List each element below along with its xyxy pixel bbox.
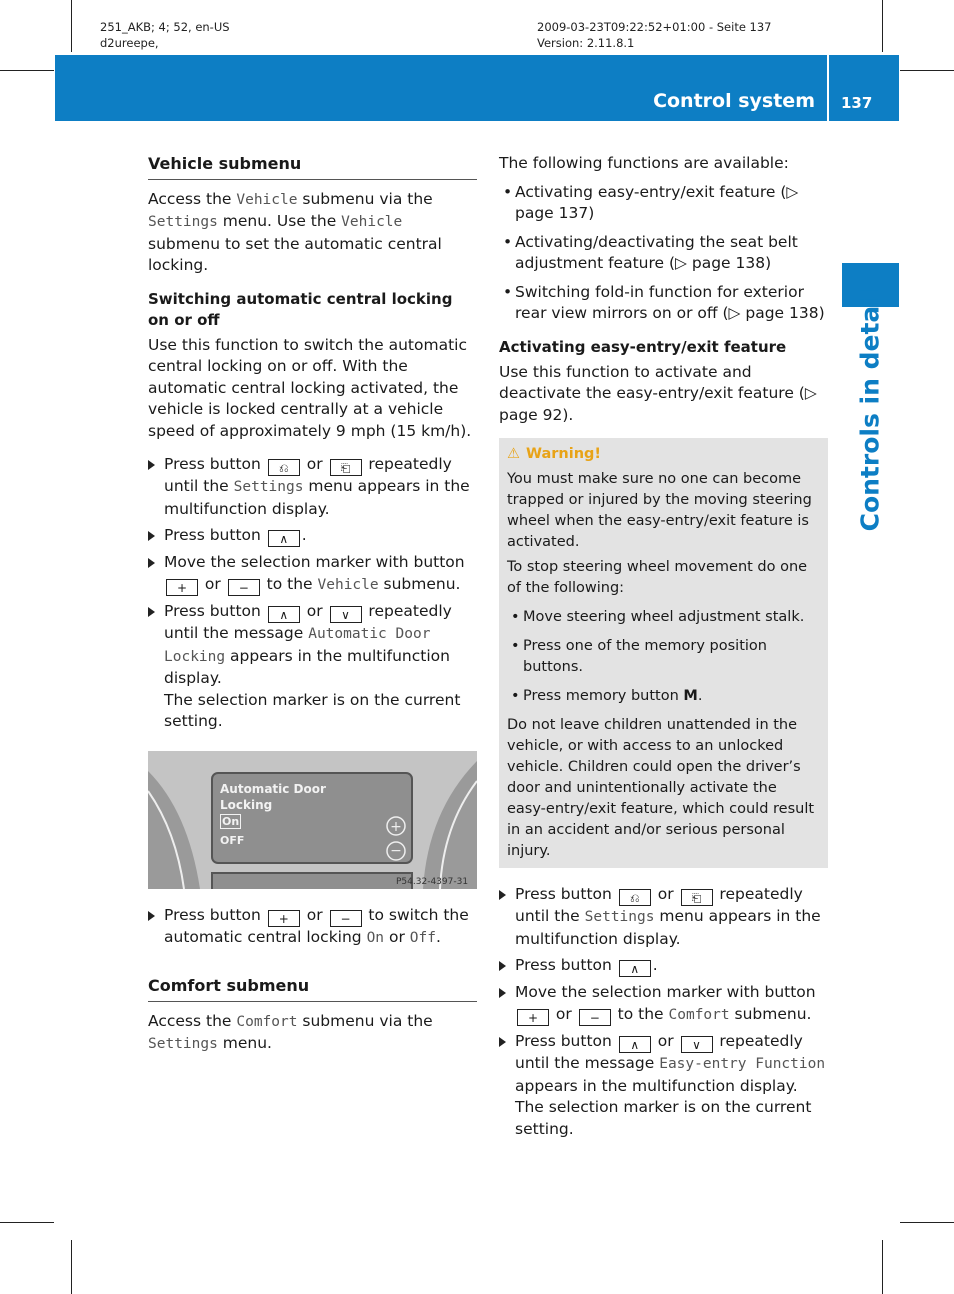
- text: Press button: [515, 1032, 617, 1050]
- header-divider: [827, 55, 829, 121]
- side-tab-label: Controls in detail: [855, 288, 885, 532]
- crop-mark: [71, 1240, 72, 1294]
- text: submenu via the: [297, 1011, 433, 1030]
- text: Press button: [164, 602, 266, 620]
- bullet-icon: •: [511, 638, 520, 654]
- print-meta-left: [100, 19, 230, 51]
- comfort-intro: [148, 1011, 477, 1056]
- step-arrow-icon: [148, 607, 155, 617]
- list-item: [499, 232, 828, 275]
- bullet-icon: •: [511, 609, 520, 625]
- list-item: [507, 607, 820, 628]
- text: Press button: [164, 905, 266, 924]
- crop-mark: [0, 70, 54, 71]
- text: Press button: [515, 885, 617, 903]
- text: menu appears in the multifunction display.: [164, 477, 470, 518]
- display-option-off: OFF: [220, 833, 245, 847]
- display-line1: Automatic Door: [220, 781, 326, 796]
- step-arrow-icon: [148, 558, 155, 568]
- minus-button-icon: −: [228, 579, 260, 596]
- text: or: [301, 905, 328, 924]
- bullet-icon: •: [503, 182, 513, 201]
- text: or: [301, 455, 328, 473]
- warning-text: You must make sure no one can become trapped or injured by the moving steering wheel when the easy-entry/exit feature is activated.: [507, 471, 812, 550]
- text: Access the: [148, 189, 237, 208]
- header-bar: [55, 55, 899, 121]
- text: repeatedly until the message: [515, 1032, 803, 1072]
- plus-button-icon: +: [166, 579, 198, 596]
- text: .: [301, 526, 307, 544]
- back-button-icon: ⎌: [268, 459, 300, 476]
- display-text: Settings: [584, 909, 655, 925]
- text: appears in the multifunction display.: [515, 1076, 798, 1095]
- meta-text: Version: 2.11.8.1: [537, 36, 635, 50]
- minus-button-icon: −: [579, 1009, 611, 1026]
- bullet-icon: •: [503, 282, 513, 301]
- text: to the: [612, 1004, 669, 1023]
- down-button-icon: ∨: [681, 1036, 713, 1053]
- step-item: [148, 454, 477, 520]
- step-arrow-icon: [499, 890, 506, 900]
- display-text: Settings: [233, 479, 304, 495]
- back-button-icon: ⎌: [619, 889, 651, 906]
- switching-text: Use this function to switch the automatic central locking on or off. With the automatic central locking activated, the vehicle is locked centrally at a vehicle speed of approximately 9 mph (15 km/h).: [148, 335, 472, 440]
- text: Move steering wheel adjustment stalk.: [523, 609, 805, 625]
- display-text: Settings: [148, 214, 218, 230]
- warning-text: To stop steering wheel movement do one of the following:: [507, 559, 808, 596]
- text: Move the selection marker with button: [164, 553, 465, 571]
- step-arrow-icon: [148, 911, 155, 921]
- vehicle-intro: [148, 189, 477, 277]
- list-item: [499, 282, 828, 325]
- plus-button-icon: +: [517, 1009, 549, 1026]
- right-column: [499, 153, 828, 1145]
- text: Activating easy-entry/exit feature (▷ page 137): [515, 182, 799, 222]
- step-item: [499, 955, 828, 977]
- text: The selection marker is on the current setting.: [515, 1098, 812, 1138]
- crop-mark: [71, 0, 72, 52]
- text: or: [551, 1004, 577, 1023]
- up-button-icon: ∧: [268, 530, 300, 547]
- display-text: Easy-entry Function: [659, 1056, 826, 1072]
- display-text: Comfort: [236, 1013, 298, 1030]
- display-text: Settings: [148, 1036, 218, 1052]
- minus-button-icon: −: [330, 910, 362, 927]
- svg-text:+: +: [390, 818, 402, 835]
- step-item: [499, 884, 828, 950]
- step-arrow-icon: [499, 961, 506, 971]
- text: or: [652, 1032, 679, 1050]
- text: Move the selection marker with button: [515, 983, 816, 1001]
- step-arrow-icon: [148, 460, 155, 470]
- page-number: 137: [841, 94, 873, 112]
- step-arrow-icon: [499, 988, 506, 998]
- up-button-icon: ∧: [268, 606, 300, 623]
- text: menu appears in the multifunction display.: [515, 907, 821, 948]
- text: .: [435, 927, 441, 946]
- step-arrow-icon: [499, 1037, 506, 1047]
- bullet-icon: •: [511, 688, 520, 704]
- display-line2: Locking: [220, 797, 273, 812]
- functions-intro: The following functions are available:: [499, 154, 789, 172]
- crop-mark: [882, 1240, 883, 1294]
- text: .: [697, 688, 703, 704]
- text: submenu to set the automatic central locking.: [148, 234, 442, 274]
- crop-mark: [0, 1222, 54, 1223]
- text: Activating/deactivating the seat belt adjustment feature (▷ page 138): [515, 232, 798, 272]
- text: or: [301, 602, 328, 620]
- up-button-icon: ∧: [619, 1036, 651, 1053]
- meta-text: d2ureepe,: [100, 36, 159, 50]
- bullet-icon: •: [503, 232, 513, 251]
- text: or: [200, 574, 226, 593]
- switching-heading: Switching automatic central locking on or off: [148, 289, 453, 329]
- text: menu.: [217, 1034, 272, 1052]
- text: to the: [261, 574, 318, 593]
- text: Press button: [164, 455, 266, 473]
- step-arrow-icon: [148, 531, 155, 541]
- memory-button-label: M: [683, 688, 698, 704]
- display-text: Automatic Door Locking: [164, 626, 431, 665]
- step-item: [499, 982, 828, 1026]
- warning-box: [499, 438, 828, 868]
- text: Press memory button: [523, 688, 684, 704]
- meta-text: 251_AKB; 4; 52, en-US: [100, 20, 230, 34]
- comfort-submenu-heading: Comfort submenu: [148, 975, 477, 1002]
- list-item: [499, 182, 828, 225]
- text: Warning!: [526, 446, 602, 462]
- crop-mark: [900, 1222, 954, 1223]
- text: appears in the multifunction display.: [164, 646, 450, 687]
- text: or: [384, 927, 410, 946]
- svg-text:−: −: [390, 842, 402, 859]
- left-column: [148, 153, 477, 1068]
- text: Switching fold-in function for exterior rear view mirrors on or off (▷ page 138): [515, 282, 825, 322]
- crop-mark: [882, 0, 883, 52]
- vehicle-submenu-heading: Vehicle submenu: [148, 153, 477, 180]
- step-item: [148, 525, 477, 547]
- meta-text: 2009-03-23T09:22:52+01:00 - Seite 137: [537, 20, 772, 34]
- display-text: Comfort: [668, 1006, 730, 1023]
- plus-button-icon: +: [268, 910, 300, 927]
- text: Press button: [515, 956, 617, 974]
- print-meta-right: [537, 19, 772, 51]
- step-item: [148, 552, 477, 596]
- text: Press one of the memory position buttons.: [523, 638, 767, 675]
- down-button-icon: ∨: [330, 606, 362, 623]
- text: repeatedly until the: [515, 885, 803, 925]
- text: menu. Use the: [217, 212, 342, 230]
- crop-mark: [900, 70, 954, 71]
- forward-button-icon: ⎗: [681, 889, 713, 906]
- warning-triangle-icon: ⚠: [507, 446, 520, 462]
- warning-text: Do not leave children unattended in the vehicle, or with access to an unlocked vehicle. Children could open the driver’s door and unintentionally activate the easy-entry/exit feature, which could result in an accident and/or serious personal injury.: [507, 717, 815, 859]
- multifunction-display-image: [148, 751, 477, 889]
- instrument-cluster-drawing: [148, 751, 477, 889]
- display-text: On: [366, 929, 385, 946]
- easy-entry-heading: Activating easy-entry/exit feature: [499, 337, 787, 356]
- text: submenu via the: [297, 189, 433, 208]
- text: to switch the automatic central locking: [164, 905, 469, 946]
- text: .: [652, 956, 658, 974]
- step-item: [148, 601, 477, 733]
- text: Press button: [164, 526, 266, 544]
- text: Access the: [148, 1011, 237, 1030]
- display-text: Vehicle: [341, 214, 403, 230]
- image-code: P54.32-4397-31: [396, 876, 469, 887]
- step-item: [148, 905, 477, 950]
- section-title: Control system: [653, 90, 815, 112]
- easy-entry-text: Use this function to activate and deactivate the easy-entry/exit feature (▷ page 92).: [499, 362, 817, 424]
- up-button-icon: ∧: [619, 960, 651, 977]
- list-item: [507, 636, 820, 678]
- forward-button-icon: ⎗: [330, 459, 362, 476]
- text: submenu.: [378, 574, 461, 593]
- text: repeatedly until the: [164, 455, 452, 495]
- list-item: [507, 686, 820, 707]
- text: The selection marker is on the current setting.: [164, 690, 461, 730]
- warning-title: [507, 444, 820, 465]
- text: or: [652, 885, 679, 903]
- display-text: Vehicle: [317, 576, 379, 593]
- step-item: [499, 1031, 828, 1140]
- text: submenu.: [729, 1004, 812, 1023]
- display-text: Off: [409, 929, 436, 946]
- text: repeatedly until the message: [164, 602, 452, 642]
- display-option-on: On: [222, 814, 240, 828]
- display-text: Vehicle: [236, 191, 298, 208]
